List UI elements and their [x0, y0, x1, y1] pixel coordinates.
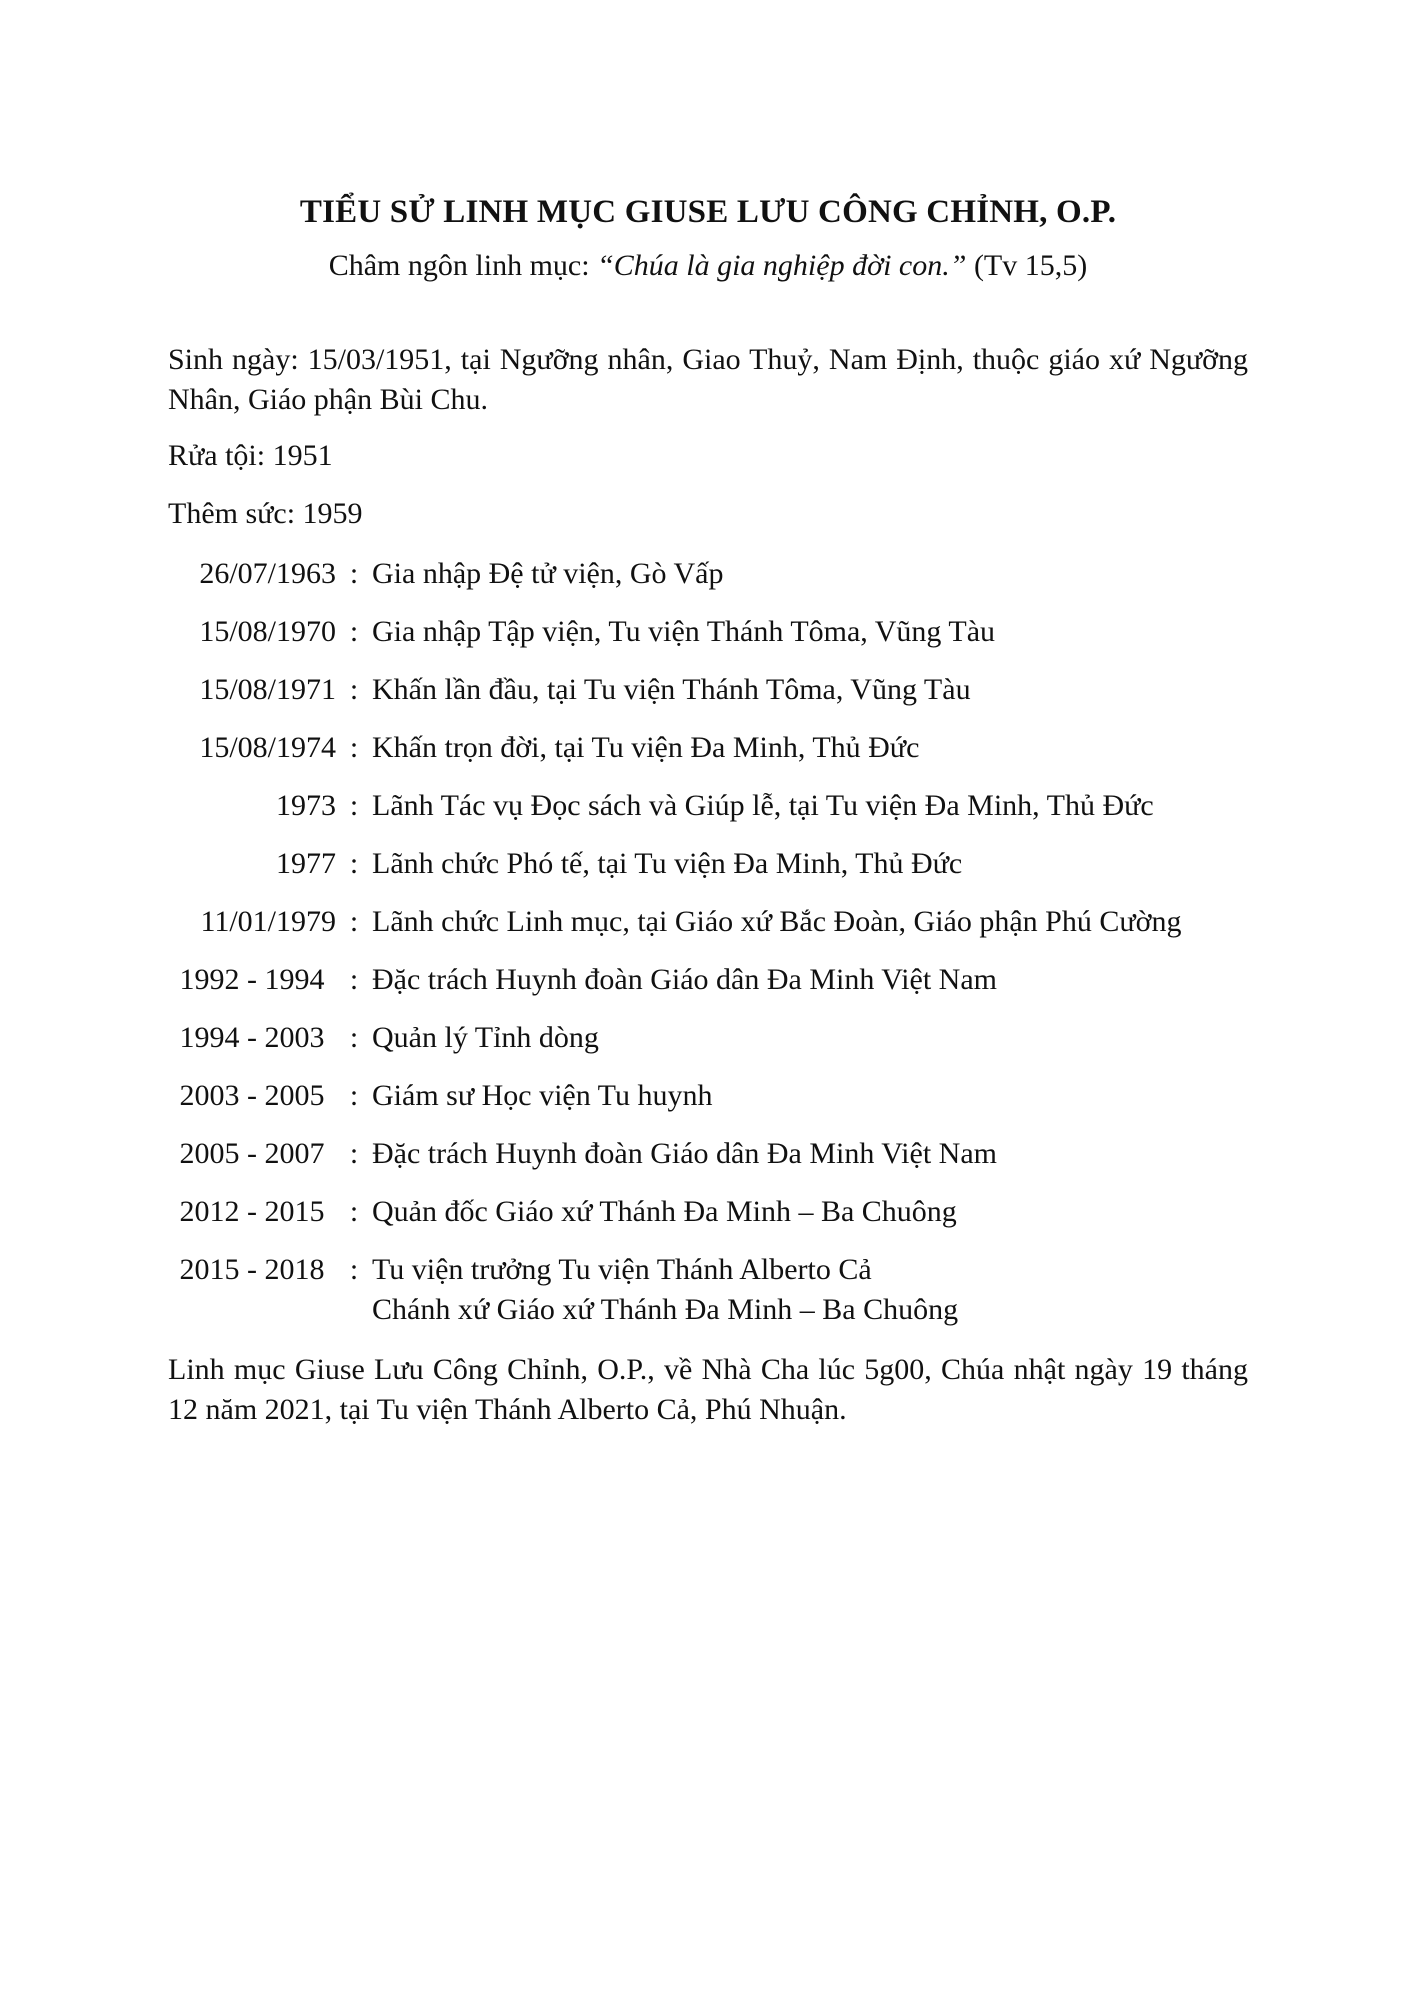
timeline-date: 1973: [276, 789, 336, 822]
timeline-separator: :: [349, 1079, 359, 1112]
timeline-description: [372, 902, 1248, 942]
timeline-separator: :: [349, 963, 359, 996]
timeline-row: [168, 670, 1248, 710]
timeline-description: [372, 728, 1248, 768]
timeline-separator: :: [349, 731, 359, 764]
timeline-description-line: Lãnh chức Phó tế, tại Tu viện Đa Minh, Thủ Đức: [372, 847, 963, 880]
timeline-description: [372, 1250, 1248, 1330]
birth-info: Sinh ngày: 15/03/1951, tại Ngưỡng nhân, Giao Thuỷ, Nam Định, thuộc giáo xứ Ngưỡng Nhân, Giáo phận Bùi Chu.: [168, 343, 1248, 416]
document-page: [168, 180, 1248, 1430]
timeline-description: [372, 786, 1248, 826]
timeline-description: [372, 554, 1248, 594]
timeline-date: 1994 - 2003: [179, 1021, 325, 1054]
motto-prefix: Châm ngôn linh mục:: [328, 249, 598, 282]
timeline-separator: :: [349, 1253, 359, 1286]
timeline-row: [168, 728, 1248, 768]
timeline-row: [168, 786, 1248, 826]
timeline-row: [168, 844, 1248, 884]
timeline-description-line: Lãnh chức Linh mục, tại Giáo xứ Bắc Đoàn, Giáo phận Phú Cường: [372, 905, 1182, 938]
timeline-separator: :: [349, 557, 359, 590]
timeline-description-line: Khấn trọn đời, tại Tu viện Đa Minh, Thủ Đức: [372, 731, 920, 764]
timeline-description-line: Lãnh Tác vụ Đọc sách và Giúp lễ, tại Tu viện Đa Minh, Thủ Đức: [372, 789, 1154, 822]
timeline-row: [168, 1192, 1248, 1232]
timeline-date: 15/08/1974: [199, 731, 336, 764]
timeline-separator: :: [349, 789, 359, 822]
timeline-date: 1992 - 1994: [179, 963, 325, 996]
timeline-date: 15/08/1971: [199, 673, 336, 706]
timeline-date: 26/07/1963: [199, 557, 336, 590]
timeline-description: [372, 612, 1248, 652]
confirmation-info: Thêm sức: 1959: [168, 497, 363, 530]
timeline-date: 2015 - 2018: [179, 1253, 325, 1286]
timeline-row: [168, 960, 1248, 1000]
timeline-separator: :: [349, 1021, 359, 1054]
timeline-description-line: Quản đốc Giáo xứ Thánh Đa Minh – Ba Chuông: [372, 1195, 957, 1228]
timeline-date: 2003 - 2005: [179, 1079, 325, 1112]
timeline-separator: :: [349, 1137, 359, 1170]
timeline: [168, 554, 1248, 1330]
timeline-description-line: Khấn lần đầu, tại Tu viện Thánh Tôma, Vũng Tàu: [372, 673, 971, 706]
timeline-row: [168, 554, 1248, 594]
timeline-separator: :: [349, 673, 359, 706]
timeline-date: 15/08/1970: [199, 615, 336, 648]
timeline-description: [372, 1192, 1248, 1232]
timeline-row: [168, 612, 1248, 652]
timeline-date: 11/01/1979: [200, 905, 336, 938]
timeline-date: 2005 - 2007: [179, 1137, 325, 1170]
timeline-row: [168, 1134, 1248, 1174]
timeline-description-line: Gia nhập Đệ tử viện, Gò Vấp: [372, 557, 724, 590]
timeline-description: [372, 1134, 1248, 1174]
timeline-separator: :: [349, 1195, 359, 1228]
timeline-date: 2012 - 2015: [179, 1195, 325, 1228]
timeline-row: [168, 1250, 1248, 1330]
timeline-description: [372, 1018, 1248, 1058]
priestly-motto: [168, 246, 1248, 286]
timeline-description-line: Đặc trách Huynh đoàn Giáo dân Đa Minh Việt Nam: [372, 1137, 997, 1170]
timeline-description: [372, 960, 1248, 1000]
timeline-separator: :: [349, 847, 359, 880]
timeline-description-line: Giám sư Học viện Tu huynh: [372, 1079, 713, 1112]
timeline-separator: :: [349, 615, 359, 648]
timeline-description: [372, 844, 1248, 884]
motto-reference: (Tv 15,5): [966, 249, 1088, 282]
timeline-separator: :: [349, 905, 359, 938]
death-info: Linh mục Giuse Lưu Công Chỉnh, O.P., về Nhà Cha lúc 5g00, Chúa nhật ngày 19 tháng 12 năm 2021, tại Tu viện Thánh Alberto Cả, Phú Nhuận.: [168, 1353, 1248, 1426]
timeline-row: [168, 1076, 1248, 1116]
baptism-info: Rửa tội: 1951: [168, 439, 333, 472]
timeline-row: [168, 1018, 1248, 1058]
timeline-description-line: Đặc trách Huynh đoàn Giáo dân Đa Minh Việt Nam: [372, 963, 997, 996]
timeline-description-line: Chánh xứ Giáo xứ Thánh Đa Minh – Ba Chuông: [372, 1293, 959, 1326]
timeline-date: 1977: [276, 847, 336, 880]
timeline-description-line: Gia nhập Tập viện, Tu viện Thánh Tôma, Vũng Tàu: [372, 615, 996, 648]
document-title: TIỂU SỬ LINH MỤC GIUSE LƯU CÔNG CHỈNH, O.P.: [299, 194, 1117, 230]
timeline-description: [372, 670, 1248, 710]
timeline-description-line: Quản lý Tỉnh dòng: [372, 1021, 599, 1054]
timeline-description: [372, 1076, 1248, 1116]
timeline-description-line: Tu viện trưởng Tu viện Thánh Alberto Cả: [372, 1253, 872, 1286]
motto-quote: “Chúa là gia nghiệp đời con.”: [597, 249, 967, 282]
timeline-row: [168, 902, 1248, 942]
